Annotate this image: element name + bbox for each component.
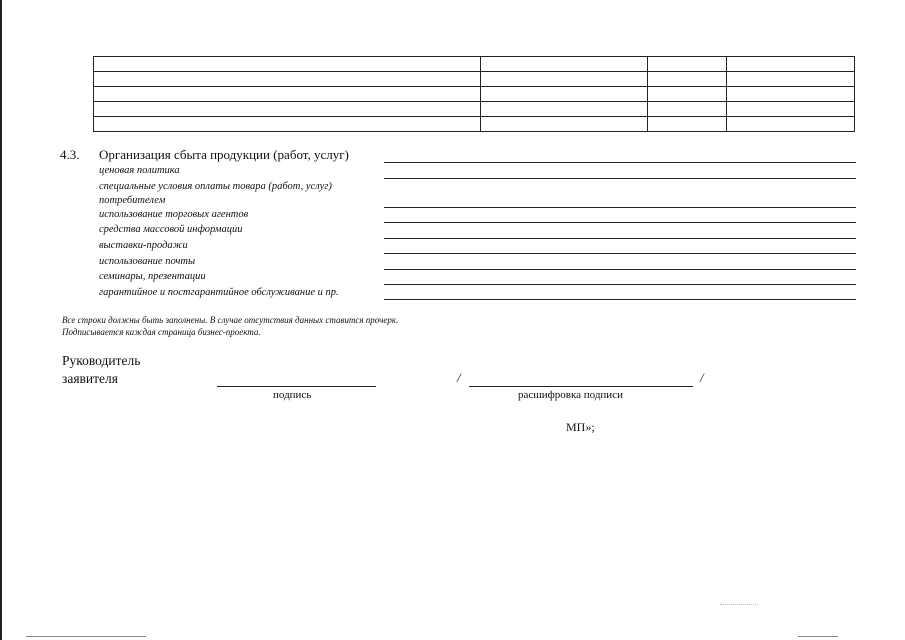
table-cell[interactable] — [648, 72, 727, 87]
section-title: Организация сбыта продукции (работ, услуг) — [99, 147, 349, 162]
table-cell[interactable] — [94, 102, 481, 117]
data-table — [93, 56, 855, 132]
table-cell[interactable] — [648, 87, 727, 102]
table-cell[interactable] — [481, 72, 648, 87]
table-cell[interactable] — [94, 117, 481, 132]
fill-line-title[interactable] — [384, 162, 856, 163]
section-number: 4.3. — [60, 147, 80, 162]
fill-line-warranty-service[interactable] — [384, 299, 856, 300]
table-cell[interactable] — [481, 102, 648, 117]
fill-line-mass-media[interactable] — [384, 238, 856, 239]
table-cell[interactable] — [727, 102, 855, 117]
item-trade-agents: использование торговых агентов — [99, 209, 249, 220]
page-edge — [0, 0, 2, 640]
item-mail: использование почты — [99, 256, 196, 267]
table-cell[interactable] — [648, 117, 727, 132]
item-by-consumer: потребителем — [99, 195, 166, 206]
item-seminars: семинары, презентации — [99, 271, 206, 282]
table-cell[interactable] — [94, 57, 481, 72]
table-row — [94, 72, 855, 87]
fill-line-pricing-policy[interactable] — [384, 178, 856, 179]
item-special-payment-terms: специальные условия оплаты товара (работ, услуг) — [99, 181, 332, 192]
item-exhibitions: выставки-продажи — [99, 240, 188, 251]
scan-artifact — [26, 636, 146, 637]
table-cell[interactable] — [648, 102, 727, 117]
table-row — [94, 102, 855, 117]
fill-line-trade-agents[interactable] — [384, 222, 856, 223]
signature-line[interactable] — [217, 386, 376, 387]
table-row — [94, 87, 855, 102]
item-pricing-policy: ценовая политика — [99, 165, 180, 176]
table-cell[interactable] — [94, 87, 481, 102]
table-row — [94, 57, 855, 72]
item-mass-media: средства массовой информации — [99, 224, 243, 235]
table-cell[interactable] — [727, 72, 855, 87]
scan-artifact — [720, 604, 758, 605]
signature-caption: подпись — [273, 389, 312, 401]
fill-line-special-payment-terms[interactable] — [384, 207, 856, 208]
table-cell[interactable] — [94, 72, 481, 87]
fill-line-mail[interactable] — [384, 269, 856, 270]
table-cell[interactable] — [727, 117, 855, 132]
table-cell[interactable] — [727, 87, 855, 102]
fill-line-exhibitions[interactable] — [384, 253, 856, 254]
table-cell[interactable] — [727, 57, 855, 72]
table-cell[interactable] — [481, 87, 648, 102]
table-cell[interactable] — [648, 57, 727, 72]
stamp-label: МП»; — [566, 420, 595, 434]
slash-left: / — [457, 370, 461, 385]
table-cell[interactable] — [481, 57, 648, 72]
role-label-applicant: заявителя — [62, 371, 118, 386]
table-row — [94, 117, 855, 132]
decoding-caption: расшифровка подписи — [518, 389, 623, 401]
signature-decoding-line[interactable] — [469, 386, 693, 387]
slash-right: / — [700, 370, 704, 385]
role-label-head: Руководитель — [62, 353, 141, 368]
fill-line-seminars[interactable] — [384, 284, 856, 285]
note-all-lines: Все строки должны быть заполнены. В случае отсутствия данных ставится прочерк. — [62, 315, 399, 325]
item-warranty-service: гарантийное и постгарантийное обслуживание и пр. — [99, 287, 339, 298]
scan-artifact — [798, 636, 838, 637]
note-sign-each-page: Подписывается каждая страница бизнес-проекта. — [62, 327, 261, 337]
table-cell[interactable] — [481, 117, 648, 132]
